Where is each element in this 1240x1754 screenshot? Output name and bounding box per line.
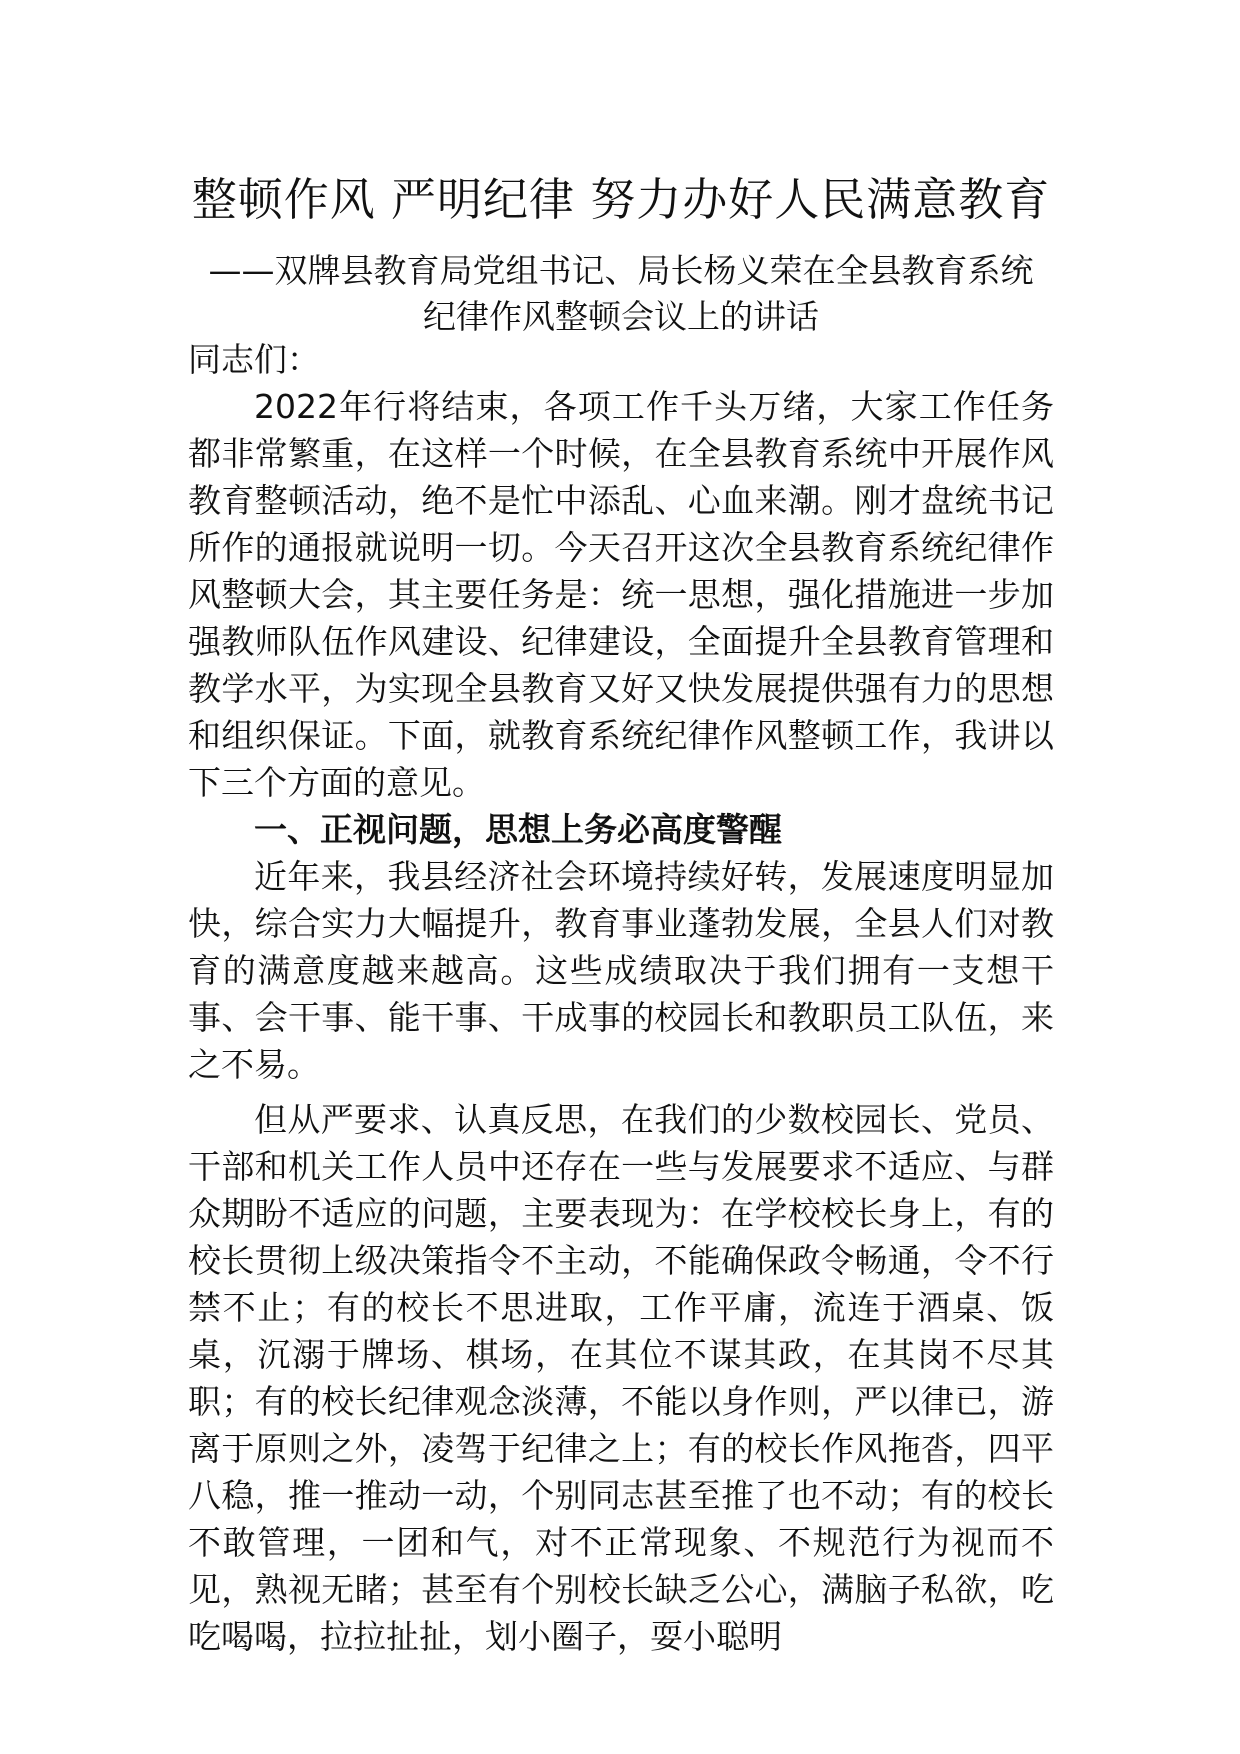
salutation: 同志们： [188,340,320,379]
document-subtitle [188,248,1054,340]
paragraph-intro: 2022年行将结束，各项工作千头万绪，大家工作任务都非常繁重，在这样一个时候，在全县教育系统中开展作风教育整顿活动，绝不是忙中添乱、心血来潮。刚才盘统书记所作的通报就说明一切。今天召开这次全县教育系统纪律作风整顿大会，其主要任务是：统一思想，强化措施进一步加强教师队伍作风建设、纪律建设，全面提升全县教育管理和教学水平，为实现全县教育又好又快发展提供强有力的思想和组织保证。下面，就教育系统纪律作风整顿工作，我讲以下三个方面的意见。 [188,387,1054,802]
document-title: 整顿作风 严明纪律 努力办好人民满意教育 [191,173,1051,226]
paragraph-problems: 但从严要求、认真反思，在我们的少数校园长、党员、干部和机关工作人员中还存在一些与发展要求不适应、与群众期盼不适应的问题，主要表现为：在学校校长身上，有的校长贯彻上级决策指令不主动，不能确保政令畅通，令不行禁不止；有的校长不思进取，工作平庸，流连于酒桌、饭桌，沉溺于牌场、棋场，在其位不谋其政，在其岗不尽其职；有的校长纪律观念淡薄，不能以身作则，严以律已，游离于原则之外，凌驾于纪律之上；有的校长作风拖沓，四平八稳，推一推动一动，个别同志甚至推了也不动；有的校长不敢管理，一团和气，对不正常现象、不规范行为视而不见，熟视无睹；甚至有个别校长缺乏公心，满脑子私欲，吃吃喝喝，拉拉扯扯，划小圈子，耍小聪明 [188,1100,1054,1656]
document-page [188,0,1054,1754]
subtitle-line-2: 纪律作风整顿会议上的讲话 [423,297,819,336]
subtitle-line-1: ——双牌县教育局党组书记、局长杨义荣在全县教育系统 [208,251,1034,290]
section-heading-1: 一、正视问题，思想上务必高度警醒 [254,810,782,849]
document-body [188,336,1054,1660]
paragraph-achievements: 近年来，我县经济社会环境持续好转，发展速度明显加快，综合实力大幅提升，教育事业蓬勃发展，全县人们对教育的满意度越来越高。这些成绩取决于我们拥有一支想干事、会干事、能干事、干成事的校园长和教职员工队伍，来之不易。 [188,857,1054,1084]
